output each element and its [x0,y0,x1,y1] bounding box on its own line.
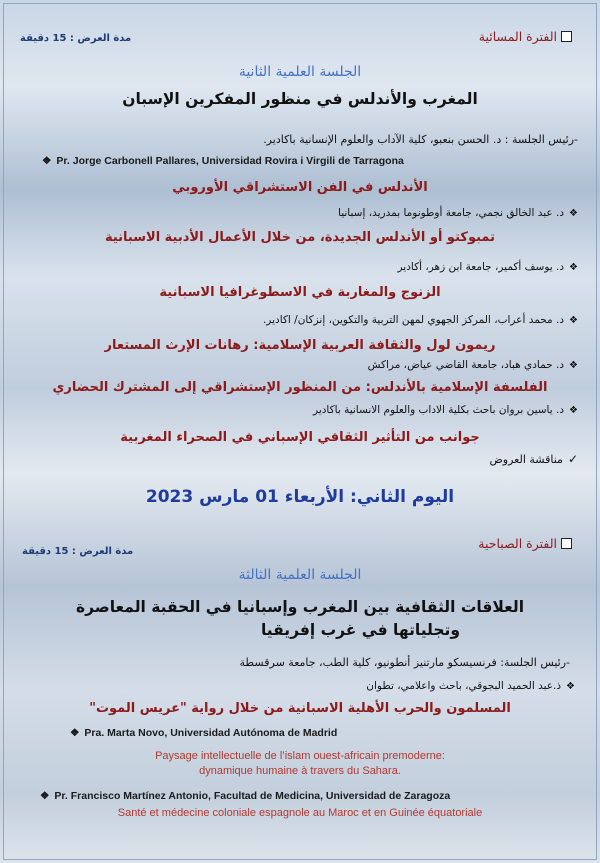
talk-title-french: Paysage intellectuelle de l’islam ouest-africain premoderne: [155,750,445,762]
talk-title: تمبوكتو أو الأندلس الجديدة، من خلال الأعمال الأدبية الاسبانية [104,230,496,245]
talk-author: ❖ د. ياسين بروان باحث بكلية الاداب والعلوم الانسانية باكادير [313,404,578,416]
diamond-bullet-icon: ❖ [42,155,52,167]
slot-label-evening: الفترة المسائية [479,29,572,44]
talk-title-french-line2: dynamique humaine à travers du Sahara. [199,765,401,777]
talk-author: ❖ د. عبد الخالق نجمي، جامعة أوطونوما بمدريد، إسبانيا [338,207,578,219]
diamond-bullet-icon: ❖ [569,314,578,326]
speaker-latin: ❖ Pr. Francisco Martínez Antonio, Facultad de Medicina, Universidad de Zaragoza [40,790,451,802]
check-icon: ✓ [567,452,578,466]
day-heading: اليوم الثاني: الأربعاء 01 مارس 2023 [145,487,455,507]
talk-title: جوانب من التأثير الثقافي الإسباني في الصحراء المغربية [120,430,480,445]
duration-label: مدة العرض : 15 دقيقة [22,546,134,557]
session-theme-line1: العلاقات الثقافية بين المغرب وإسبانيا في الحقبة المعاصرة [75,598,525,616]
speaker-latin: ❖ Pra. Marta Novo, Universidad Autónoma de Madrid [70,727,338,739]
session-chair: -رئيس الجلسة : د. الحسن بنعبو، كلية الآداب والعلوم الإنسانية باكادير. [263,133,578,146]
talk-author: ❖ د. محمد أعراب، المركز الجهوي لمهن التربية والتكوين، إنزكان/ اكادير. [262,314,578,326]
diamond-bullet-icon: ❖ [569,359,578,371]
session-theme: المغرب والأندلس في منظور المفكرين الإسبان [122,90,478,108]
diamond-bullet-icon: ❖ [569,404,578,416]
session-heading: الجلسة العلمية الثانية [238,64,362,80]
talk-title: ريمون لول والثقافة العربية الإسلامية: رهانات الإرث المستعار [104,338,496,353]
slot-label-morning: الفترة الصباحية [478,536,572,551]
talk-title: الأندلس في الفن الاستشراقي الأوروبي [172,180,428,195]
session-theme-line2: وتجلياتها في غرب إفريقيا [260,621,460,639]
diamond-bullet-icon: ❖ [569,261,578,273]
checkbox-icon [561,31,572,42]
duration-label: مدة العرض : 15 دقيقة [20,33,132,44]
diamond-bullet-icon: ❖ [569,207,578,219]
diamond-bullet-icon: ❖ [40,790,50,802]
talk-author: ❖ ذ.عبد الحميد البجوقي، باحث واعلامي، تطوان [366,680,575,692]
talk-author: ❖ د. يوسف أكمير، جامعة ابن زهر، أكادير [397,261,578,273]
checkbox-icon [561,538,572,549]
diamond-bullet-icon: ❖ [70,727,80,739]
diamond-bullet-icon: ❖ [566,680,575,692]
session-chair: -رئيس الجلسة: فرنسيسكو مارتنيز أنطونيو، كلية الطب، جامعة سرقسطة [239,656,570,669]
talk-title: المسلمون والحرب الأهلية الاسبانية من خلال رواية "عريس الموت" [89,701,511,716]
talk-title: الزنوج والمغاربة في الاسطوغرافيا الاسبانية [159,285,441,300]
chair-latin: ❖ Pr. Jorge Carbonell Pallares, Universidad Rovira i Virgili de Tarragona [42,155,404,167]
session-heading: الجلسة العلمية الثالثة [238,567,362,583]
talk-title-french: Santé et médecine coloniale espagnole au Maroc et en Guinée équatoriale [117,807,483,819]
discussion-item: ✓ مناقشة العروض [489,452,578,466]
talk-author: ❖ د. حمادي هباد، جامعة القاضي عياض، مراكش [367,359,578,371]
talk-title: الفلسفة الإسلامية بالأندلس: من المنظور الإستشراقي إلى المشترك الحضاري [52,380,548,395]
